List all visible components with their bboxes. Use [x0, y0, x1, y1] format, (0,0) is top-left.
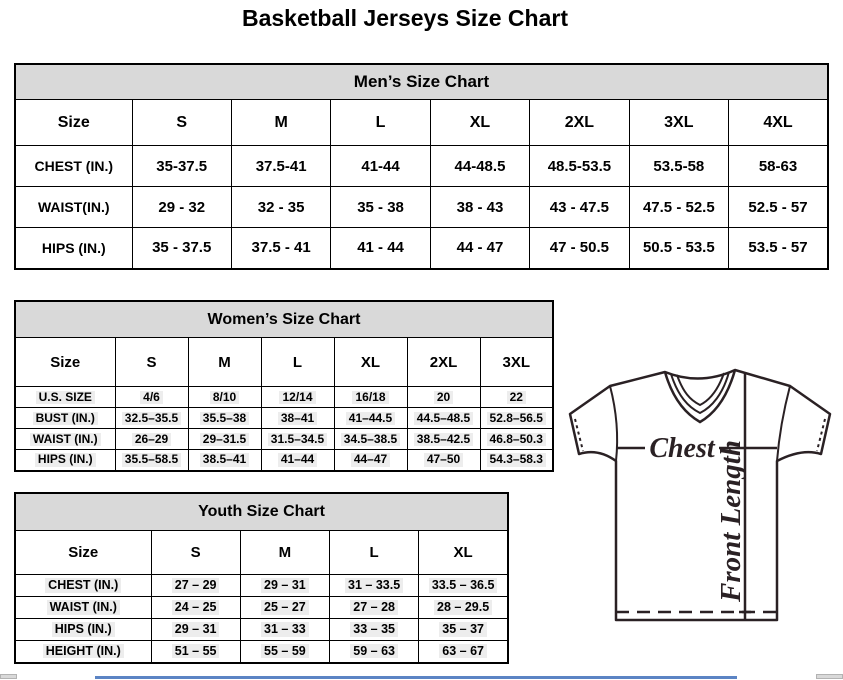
- table-row: [15, 146, 828, 187]
- table-cell: 38 - 43: [430, 187, 529, 228]
- table-cell: 63 – 67: [419, 641, 508, 663]
- table-cell: 25 – 27: [240, 597, 329, 619]
- column-header: 4XL: [729, 100, 828, 146]
- table-cell: 27 – 28: [330, 597, 419, 619]
- jersey-outline: [570, 370, 830, 620]
- row-label: WAIST (IN.): [15, 429, 115, 450]
- table-cell: 38.5–42.5: [407, 429, 480, 450]
- table-cell: 28 – 29.5: [419, 597, 508, 619]
- table-cell: 4/6: [115, 387, 188, 408]
- table-cell: 32 - 35: [231, 187, 330, 228]
- table-cell: 41–44: [261, 450, 334, 471]
- column-header: Size: [15, 531, 151, 575]
- table-cell: 43 - 47.5: [530, 187, 629, 228]
- table-cell: 48.5-53.5: [530, 146, 629, 187]
- table-cell: 38.5–41: [188, 450, 261, 471]
- table-cell: 33 – 35: [330, 619, 419, 641]
- table-title-row: [15, 301, 553, 338]
- table-cell: 44-48.5: [430, 146, 529, 187]
- column-header: 2XL: [407, 338, 480, 387]
- table-cell: 53.5-58: [629, 146, 728, 187]
- column-header: XL: [419, 531, 508, 575]
- table-row: [15, 228, 828, 269]
- table-cell: 44.5–48.5: [407, 408, 480, 429]
- table-cell: 33.5 – 36.5: [419, 575, 508, 597]
- table-cell: 52.8–56.5: [480, 408, 553, 429]
- table-cell: 47 - 50.5: [530, 228, 629, 269]
- table-row: [15, 387, 553, 408]
- table-cell: 12/14: [261, 387, 334, 408]
- scroll-right-button[interactable]: [816, 674, 843, 679]
- womens-size-chart-table: [14, 300, 554, 472]
- table-cell: 41–44.5: [334, 408, 407, 429]
- table-cell: 41-44: [331, 146, 430, 187]
- table-cell: 35 - 37.5: [132, 228, 231, 269]
- table-title-row: [15, 64, 828, 100]
- column-header: L: [330, 531, 419, 575]
- column-header: S: [151, 531, 240, 575]
- table-title-row: [15, 493, 508, 531]
- table-row: [15, 619, 508, 641]
- table-cell: 55 – 59: [240, 641, 329, 663]
- table-cell: 8/10: [188, 387, 261, 408]
- table-cell: 31.5–34.5: [261, 429, 334, 450]
- table-cell: 16/18: [334, 387, 407, 408]
- table-cell: 44 - 47: [430, 228, 529, 269]
- table-row: [15, 408, 553, 429]
- table-cell: 35.5–58.5: [115, 450, 188, 471]
- table-cell: 54.3–58.3: [480, 450, 553, 471]
- table-cell: 53.5 - 57: [729, 228, 828, 269]
- table-cell: 29 – 31: [240, 575, 329, 597]
- table-cell: 27 – 29: [151, 575, 240, 597]
- table-cell: 59 – 63: [330, 641, 419, 663]
- table-cell: 32.5–35.5: [115, 408, 188, 429]
- jersey-diagram: [556, 360, 843, 675]
- jersey-illustration: [556, 360, 843, 675]
- scroll-left-button[interactable]: [0, 674, 17, 679]
- table-cell: 37.5-41: [231, 146, 330, 187]
- table-row: [15, 641, 508, 663]
- table-cell: 44–47: [334, 450, 407, 471]
- size-header-row: [15, 100, 828, 146]
- row-label: WAIST(IN.): [15, 187, 132, 228]
- mens-size-chart-table: [14, 63, 829, 270]
- row-label: BUST (IN.): [15, 408, 115, 429]
- table-cell: 52.5 - 57: [729, 187, 828, 228]
- column-header: XL: [334, 338, 407, 387]
- table-title: Youth Size Chart: [15, 493, 508, 531]
- table-cell: 46.8–50.3: [480, 429, 553, 450]
- table-cell: 20: [407, 387, 480, 408]
- table-cell: 58-63: [729, 146, 828, 187]
- column-header: M: [188, 338, 261, 387]
- table-cell: 34.5–38.5: [334, 429, 407, 450]
- column-header: L: [261, 338, 334, 387]
- page-title: Basketball Jerseys Size Chart: [241, 5, 568, 31]
- table-row: [15, 597, 508, 619]
- youth-size-chart-table: [14, 492, 509, 664]
- row-label: HIPS (IN.): [15, 619, 151, 641]
- table-title: Women’s Size Chart: [15, 301, 553, 338]
- table-cell: 35 – 37: [419, 619, 508, 641]
- column-header: 3XL: [629, 100, 728, 146]
- table-cell: 47.5 - 52.5: [629, 187, 728, 228]
- horizontal-scrollbar[interactable]: [0, 673, 843, 679]
- table-cell: 31 – 33.5: [330, 575, 419, 597]
- column-header: Size: [15, 338, 115, 387]
- column-header: XL: [430, 100, 529, 146]
- table-cell: 31 – 33: [240, 619, 329, 641]
- row-label: HEIGHT (IN.): [15, 641, 151, 663]
- table-cell: 47–50: [407, 450, 480, 471]
- column-header: 2XL: [530, 100, 629, 146]
- row-label: HIPS (IN.): [15, 450, 115, 471]
- table-cell: 41 - 44: [331, 228, 430, 269]
- size-header-row: [15, 338, 553, 387]
- table-cell: 35.5–38: [188, 408, 261, 429]
- table-cell: 26–29: [115, 429, 188, 450]
- row-label: U.S. SIZE: [15, 387, 115, 408]
- column-header: 3XL: [480, 338, 553, 387]
- table-cell: 38–41: [261, 408, 334, 429]
- table-cell: 29 – 31: [151, 619, 240, 641]
- size-header-row: [15, 531, 508, 575]
- row-label: WAIST (IN.): [15, 597, 151, 619]
- table-title: Men’s Size Chart: [15, 64, 828, 100]
- column-header: M: [240, 531, 329, 575]
- table-cell: 51 – 55: [151, 641, 240, 663]
- table-row: [15, 450, 553, 471]
- row-label: CHEST (IN.): [15, 575, 151, 597]
- row-label: HIPS (IN.): [15, 228, 132, 269]
- table-cell: 22: [480, 387, 553, 408]
- column-header: L: [331, 100, 430, 146]
- table-cell: 29 - 32: [132, 187, 231, 228]
- column-header: S: [132, 100, 231, 146]
- front-length-label: Front Length: [715, 440, 747, 602]
- column-header: Size: [15, 100, 132, 146]
- column-header: S: [115, 338, 188, 387]
- table-cell: 24 – 25: [151, 597, 240, 619]
- table-cell: 50.5 - 53.5: [629, 228, 728, 269]
- table-row: [15, 187, 828, 228]
- row-label: CHEST (IN.): [15, 146, 132, 187]
- table-cell: 29–31.5: [188, 429, 261, 450]
- table-cell: 35-37.5: [132, 146, 231, 187]
- chest-label: Chest: [649, 433, 715, 464]
- table-cell: 37.5 - 41: [231, 228, 330, 269]
- table-row: [15, 429, 553, 450]
- table-cell: 35 - 38: [331, 187, 430, 228]
- column-header: M: [231, 100, 330, 146]
- table-row: [15, 575, 508, 597]
